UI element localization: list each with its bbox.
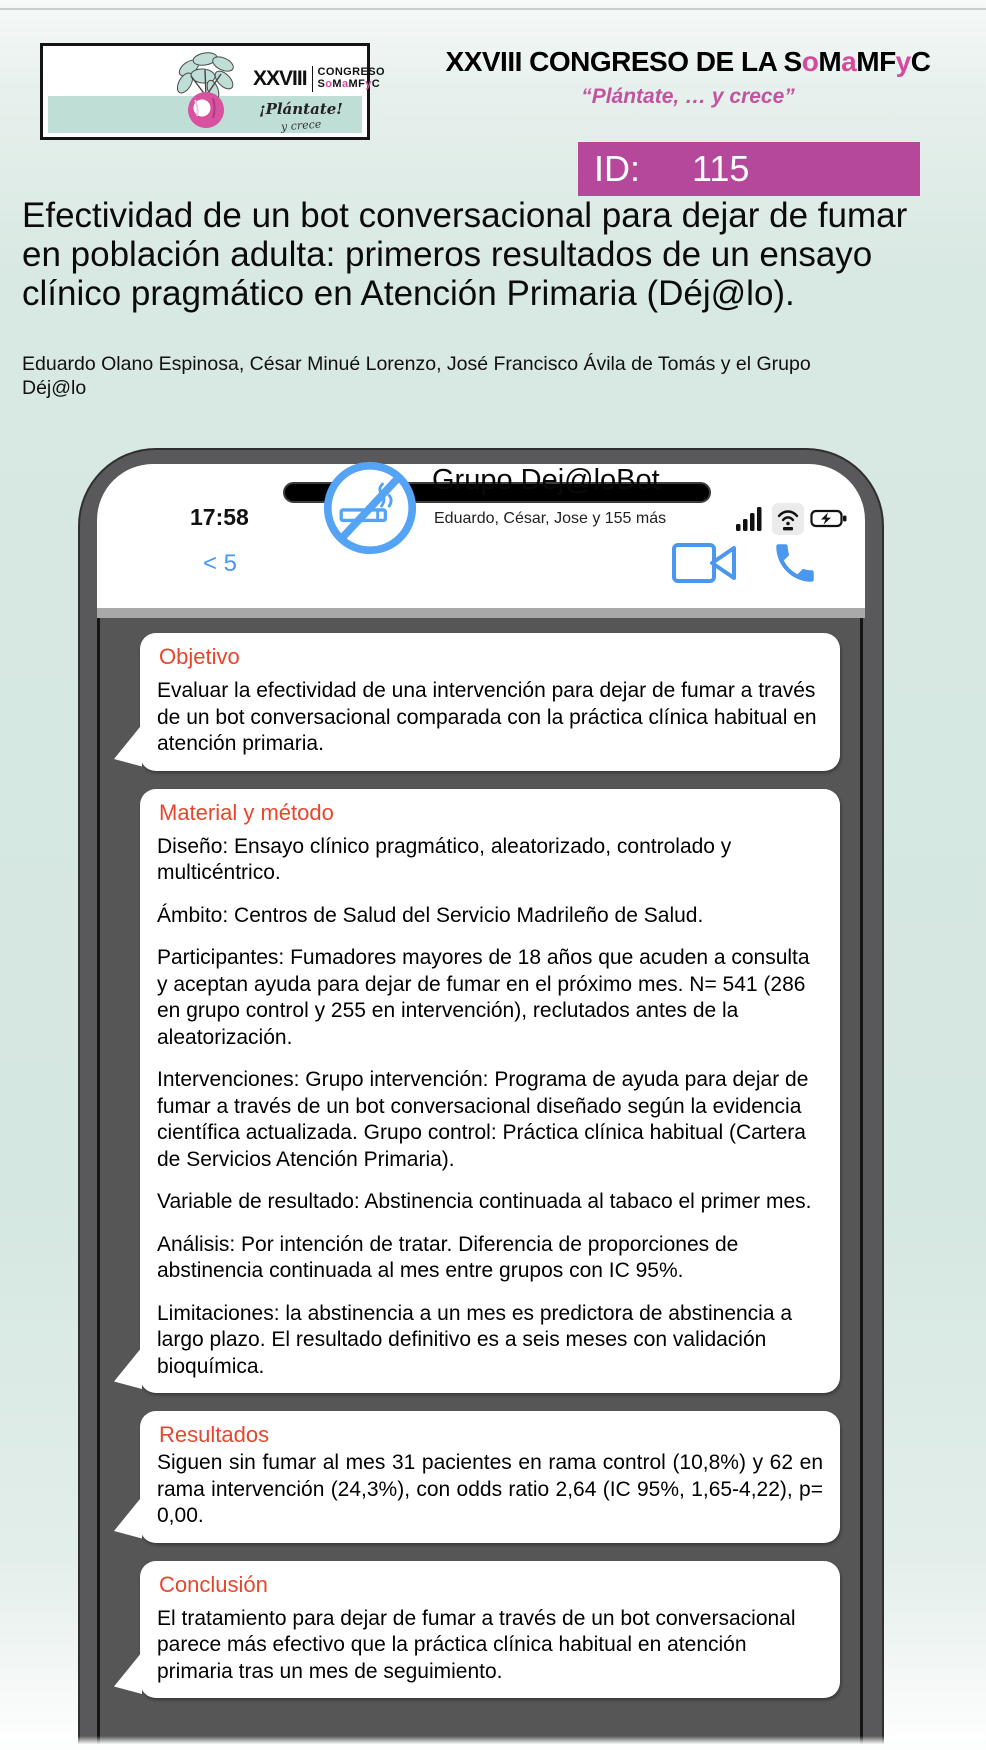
brand-letter: y [365, 78, 372, 90]
brand-letter: M [348, 78, 359, 90]
bubble-title: Conclusión [159, 1571, 268, 1597]
chat-bubble-objetivo [140, 633, 840, 771]
congress-title [400, 46, 976, 78]
bubble-paragraph: Limitaciones: la abstinencia a un mes es predictora de abstinencia a largo plazo. El resultado definitivo es a seis meses con validación bioquímica. [157, 1301, 793, 1378]
bubble-paragraph: Variable de resultado: Abstinencia continuada al tabaco el primer mes. [157, 1190, 812, 1213]
bubble-paragraph: Ámbito: Centros de Salud del Servicio Madrileño de Salud. [157, 903, 704, 927]
chat-bubble-resultados [140, 1411, 840, 1543]
bubble-paragraph: Intervenciones: Grupo intervención: Programa de ayuda para dejar de fumar a través de un bot conversacional diseñado según la evidencia científica actualizada. Grupo control: Práctica clínica habitual (Cartera de Servicios Atención Primaria). [157, 1068, 809, 1171]
brand-letter: S [317, 78, 326, 90]
status-icons [736, 502, 848, 536]
brand-letter: y [895, 46, 911, 77]
logo-wordmark [253, 66, 385, 92]
logo-divider [312, 66, 313, 92]
plant-pot-icon [161, 50, 253, 130]
congress-logo [40, 43, 385, 140]
bubble-paragraph: Diseño: Ensayo clínico pragmático, aleatorizado, controlado y multicéntrico. [157, 834, 732, 884]
logo-congress-word: CONGRESO [317, 66, 385, 79]
logo-tagline-2: y crece [280, 117, 322, 134]
chat-bubble-material-y-m-todo [140, 789, 840, 1394]
bubble-paragraph: Participantes: Fumadores mayores de 18 años que acuden a consulta y aceptan ayuda para dejar de fumar en el próximo mes. N= 541 (286 en grupo control y 255 en intervención), reclutados antes de la aleatorización. [157, 946, 810, 1049]
back-button[interactable]: < 5 [203, 550, 238, 577]
bubble-paragraph: El tratamiento para dejar de fumar a través de un bot conversacional parece más efectivo que la práctica clínica habitual en atención primaria tras un mes de seguimiento. [157, 1606, 796, 1683]
header-separator [97, 608, 865, 618]
top-divider [0, 8, 986, 10]
wifi-icon [772, 503, 804, 535]
brand-letter: C [910, 46, 931, 77]
bubble-tail [114, 1652, 142, 1694]
congress-subtitle: “Plántate, … y crece” [581, 85, 795, 108]
bubble-tail [114, 1347, 142, 1389]
id-label: ID: [594, 148, 641, 189]
brand-letter: M [818, 46, 842, 77]
video-call-icon[interactable] [672, 539, 738, 587]
contact-name: Grupo Dej@loBot [432, 464, 660, 496]
bubble-paragraph: Análisis: Por intención de tratar. Diferencia de proporciones de abstinencia continuada al mes entre grupos con IC 95%. [157, 1232, 739, 1282]
bubble-paragraph: Evaluar la efectividad de una intervención para dejar de fumar a través de un bot conversacional comparada con la práctica clínica habitual en atención primaria. [157, 679, 817, 755]
bubble-title: Objetivo [159, 644, 240, 669]
bubble-title: Resultados [159, 1422, 270, 1447]
phone-call-icon[interactable] [770, 538, 820, 588]
no-smoking-icon [322, 460, 418, 556]
brand-letter: M [856, 46, 880, 77]
chat-bubble-conclusi-n [140, 1561, 840, 1699]
logo-roman-numeral: XXVIII [253, 67, 307, 90]
brand-letter: a [841, 46, 857, 77]
bottom-fade [0, 1736, 986, 1750]
call-actions [672, 538, 820, 588]
brand-letter: F [358, 78, 366, 90]
brand-letter: S [783, 46, 802, 77]
brand-letter: o [325, 78, 333, 90]
poster-title: Efectividad de un bot conversacional para dejar de fumar en población adulta: primeros resultados de un ensayo clínico pragmático en Atención Primaria (Déj@lo). [22, 196, 908, 313]
battery-charging-icon [810, 509, 848, 529]
congress-title-prefix: XXVIII CONGRESO DE LA [445, 46, 784, 77]
chat-screen [97, 618, 863, 1750]
brand-letter: C [371, 78, 381, 90]
logo-tagline: ¡Plántate! [259, 100, 343, 118]
poster-id-badge [578, 142, 920, 196]
status-time: 17:58 [190, 504, 249, 530]
id-value: 115 [692, 148, 750, 189]
logo-brand [318, 79, 385, 91]
bubble-tail [114, 1497, 142, 1539]
contact-members: Eduardo, César, Jose y 155 más [434, 510, 667, 527]
bubble-title: Material y método [159, 799, 334, 825]
signal-icon [736, 506, 766, 532]
congress-title-brand [784, 46, 931, 77]
bubble-tail [114, 725, 142, 767]
brand-letter: a [341, 78, 349, 90]
brand-letter: F [879, 46, 896, 77]
brand-letter: M [332, 78, 342, 90]
poster-authors: Eduardo Olano Espinosa, César Minué Lorenzo, José Francisco Ávila de Tomás y el Grupo Déj@lo [22, 353, 811, 399]
brand-letter: o [801, 46, 819, 77]
bubble-paragraph: Siguen sin fumar al mes 31 pacientes en rama control (10,8%) y 62 en rama intervención (24,3%), con odds ratio 2,64 (IC 95%, 1,65-4,22), p= 0,00. [157, 1451, 823, 1527]
